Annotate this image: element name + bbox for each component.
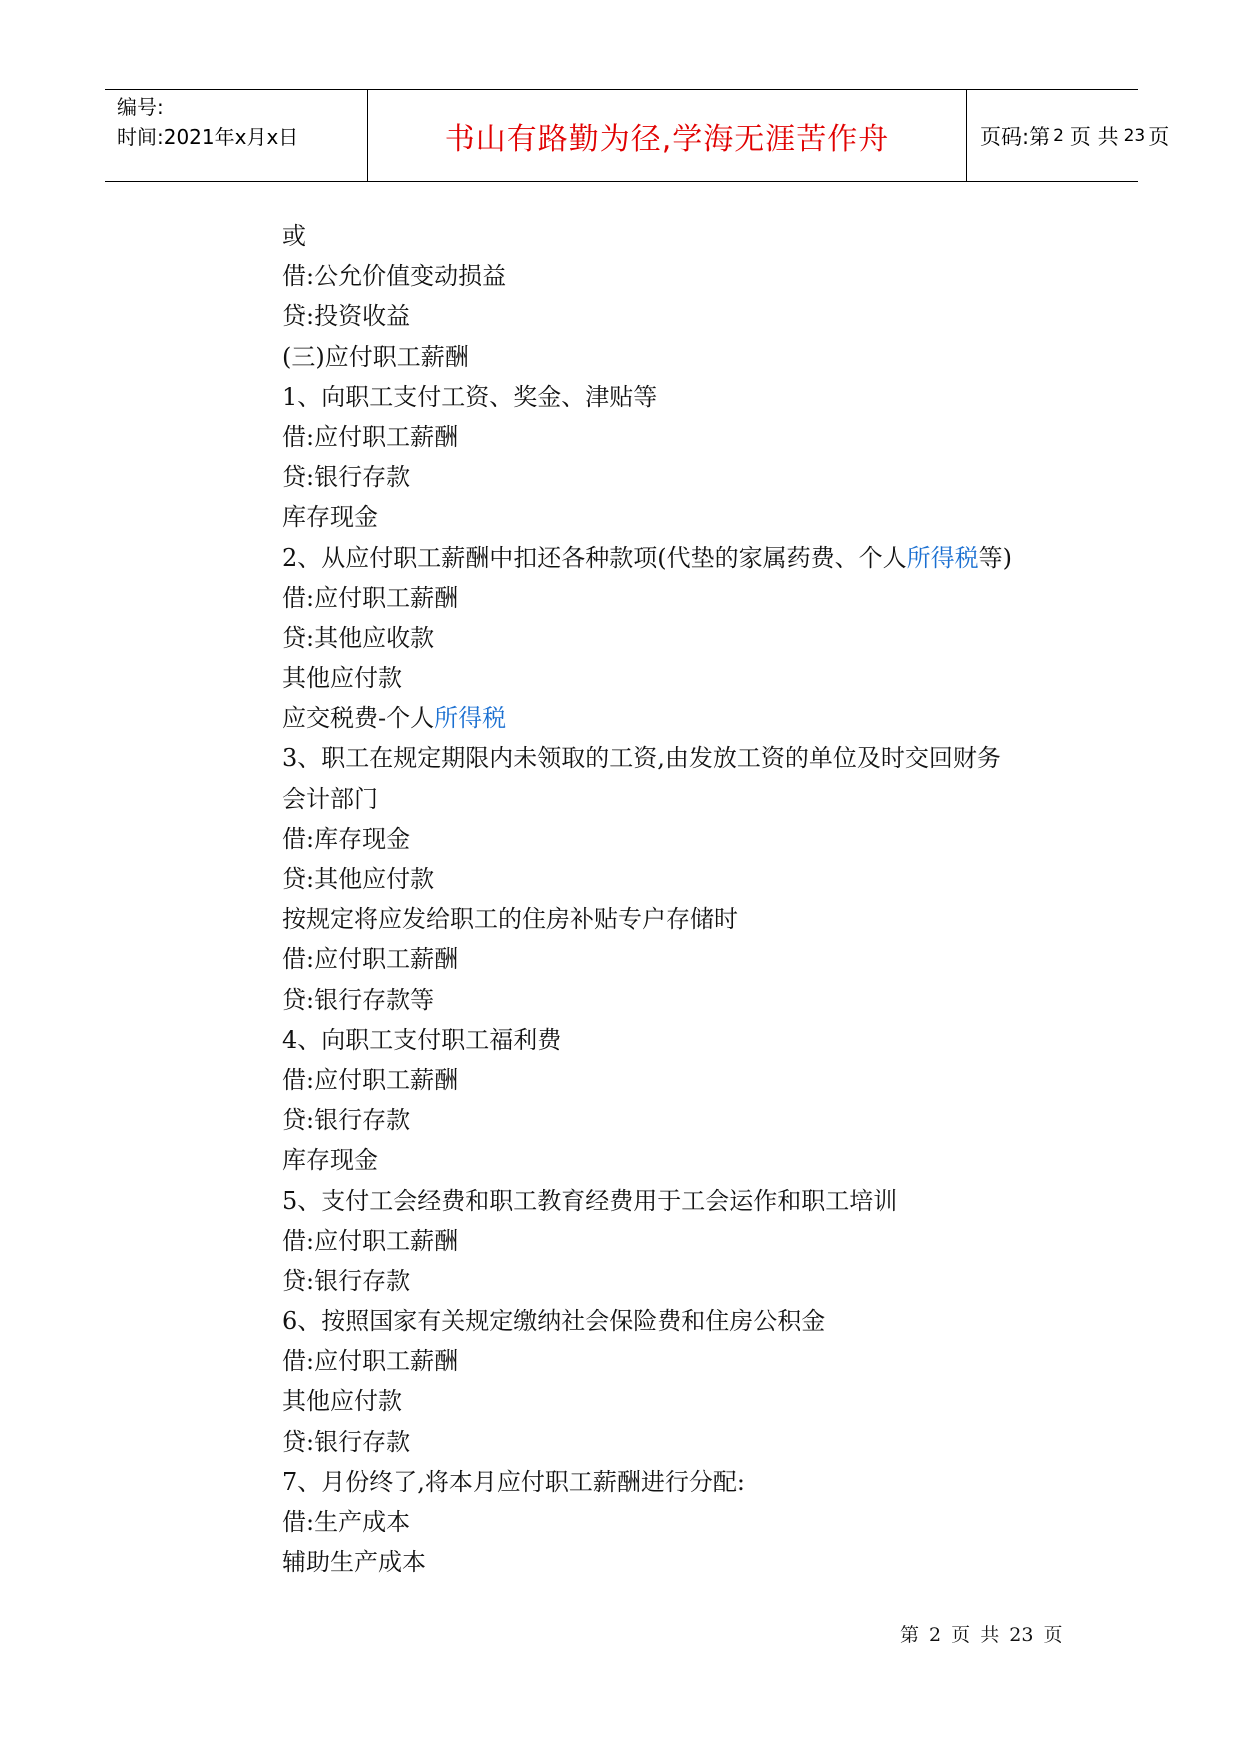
income-tax-link[interactable]: 所得税 <box>434 704 507 733</box>
text-line: 5、支付工会经费和职工教育经费用于工会运作和职工培训 <box>282 1186 898 1215</box>
serial-label: 编号: <box>117 95 164 119</box>
text-line: 会计部门 <box>282 784 378 813</box>
text-line: 6、按照国家有关规定缴纳社会保险费和住房公积金 <box>282 1307 826 1336</box>
text-line: 按规定将应发给职工的住房补贴专户存储时 <box>282 905 738 934</box>
text-line: 借:应付职工薪酬 <box>282 583 459 612</box>
time-label: 时间:2021年x月x日 <box>117 125 299 149</box>
text-line: 借:公允价值变动损益 <box>282 262 507 291</box>
header-divider <box>367 90 368 181</box>
text-segment: 2、从应付职工薪酬中扣还各种款项(代垫的家属药费、个人 <box>282 543 907 572</box>
header-motto: 书山有路勤为径,学海无涯苦作舟 <box>444 121 890 157</box>
text-line: 辅助生产成本 <box>282 1548 426 1577</box>
document-header <box>105 89 1170 182</box>
text-line: 1、向职工支付工资、奖金、津贴等 <box>282 382 658 411</box>
text-line: 4、向职工支付职工福利费 <box>282 1025 562 1054</box>
text-line: 借:库存现金 <box>282 824 411 853</box>
header-divider <box>966 90 967 181</box>
page-footer: 第 2 页 共 23 页 <box>900 1624 1063 1646</box>
text-line: 其他应付款 <box>282 664 402 693</box>
text-line: 借:应付职工薪酬 <box>282 1226 459 1255</box>
text-segment: 等) <box>978 543 1013 572</box>
text-line: 或 <box>282 222 306 250</box>
text-line: 借:生产成本 <box>282 1508 411 1536</box>
text-line: 贷:其他应付款 <box>282 865 435 893</box>
page-number: 2 <box>1053 125 1064 146</box>
page-suffix: 页 <box>1148 124 1170 149</box>
text-segment: 应交税费-个人 <box>282 704 435 733</box>
document-body <box>282 216 1102 1582</box>
text-line: 贷:银行存款 <box>282 1266 411 1295</box>
text-line: 7、月份终了,将本月应付职工薪酬进行分配: <box>282 1467 745 1496</box>
text-line: 3、职工在规定期限内未领取的工资,由发放工资的单位及时交回财务 <box>282 744 1001 773</box>
text-line: 借:应付职工薪酬 <box>282 1347 459 1376</box>
text-line: 借:应付职工薪酬 <box>282 945 459 974</box>
text-line: 借:应付职工薪酬 <box>282 1065 459 1094</box>
text-line: 库存现金 <box>282 1146 378 1175</box>
header-page-info <box>980 90 1169 181</box>
text-line: 借:应付职工薪酬 <box>282 422 459 451</box>
text-line: 其他应付款 <box>282 1387 402 1416</box>
text-line: 贷:银行存款等 <box>282 985 435 1014</box>
text-line: 贷:银行存款 <box>282 1427 411 1456</box>
income-tax-link[interactable]: 所得税 <box>906 543 979 572</box>
page-total: 23 <box>1123 125 1146 146</box>
text-line: 贷:银行存款 <box>282 1106 411 1135</box>
section-heading: (三)应付职工薪酬 <box>282 342 469 371</box>
text-line: 贷:其他应收款 <box>282 623 435 652</box>
text-line: 贷:银行存款 <box>282 463 411 492</box>
header-meta <box>117 92 367 152</box>
text-line: 贷:投资收益 <box>282 302 411 331</box>
page-mid: 页 共 <box>1069 124 1119 149</box>
text-line <box>282 538 1102 578</box>
text-line <box>282 698 1102 738</box>
text-line: 库存现金 <box>282 503 378 532</box>
page-prefix: 页码:第 <box>980 124 1051 149</box>
